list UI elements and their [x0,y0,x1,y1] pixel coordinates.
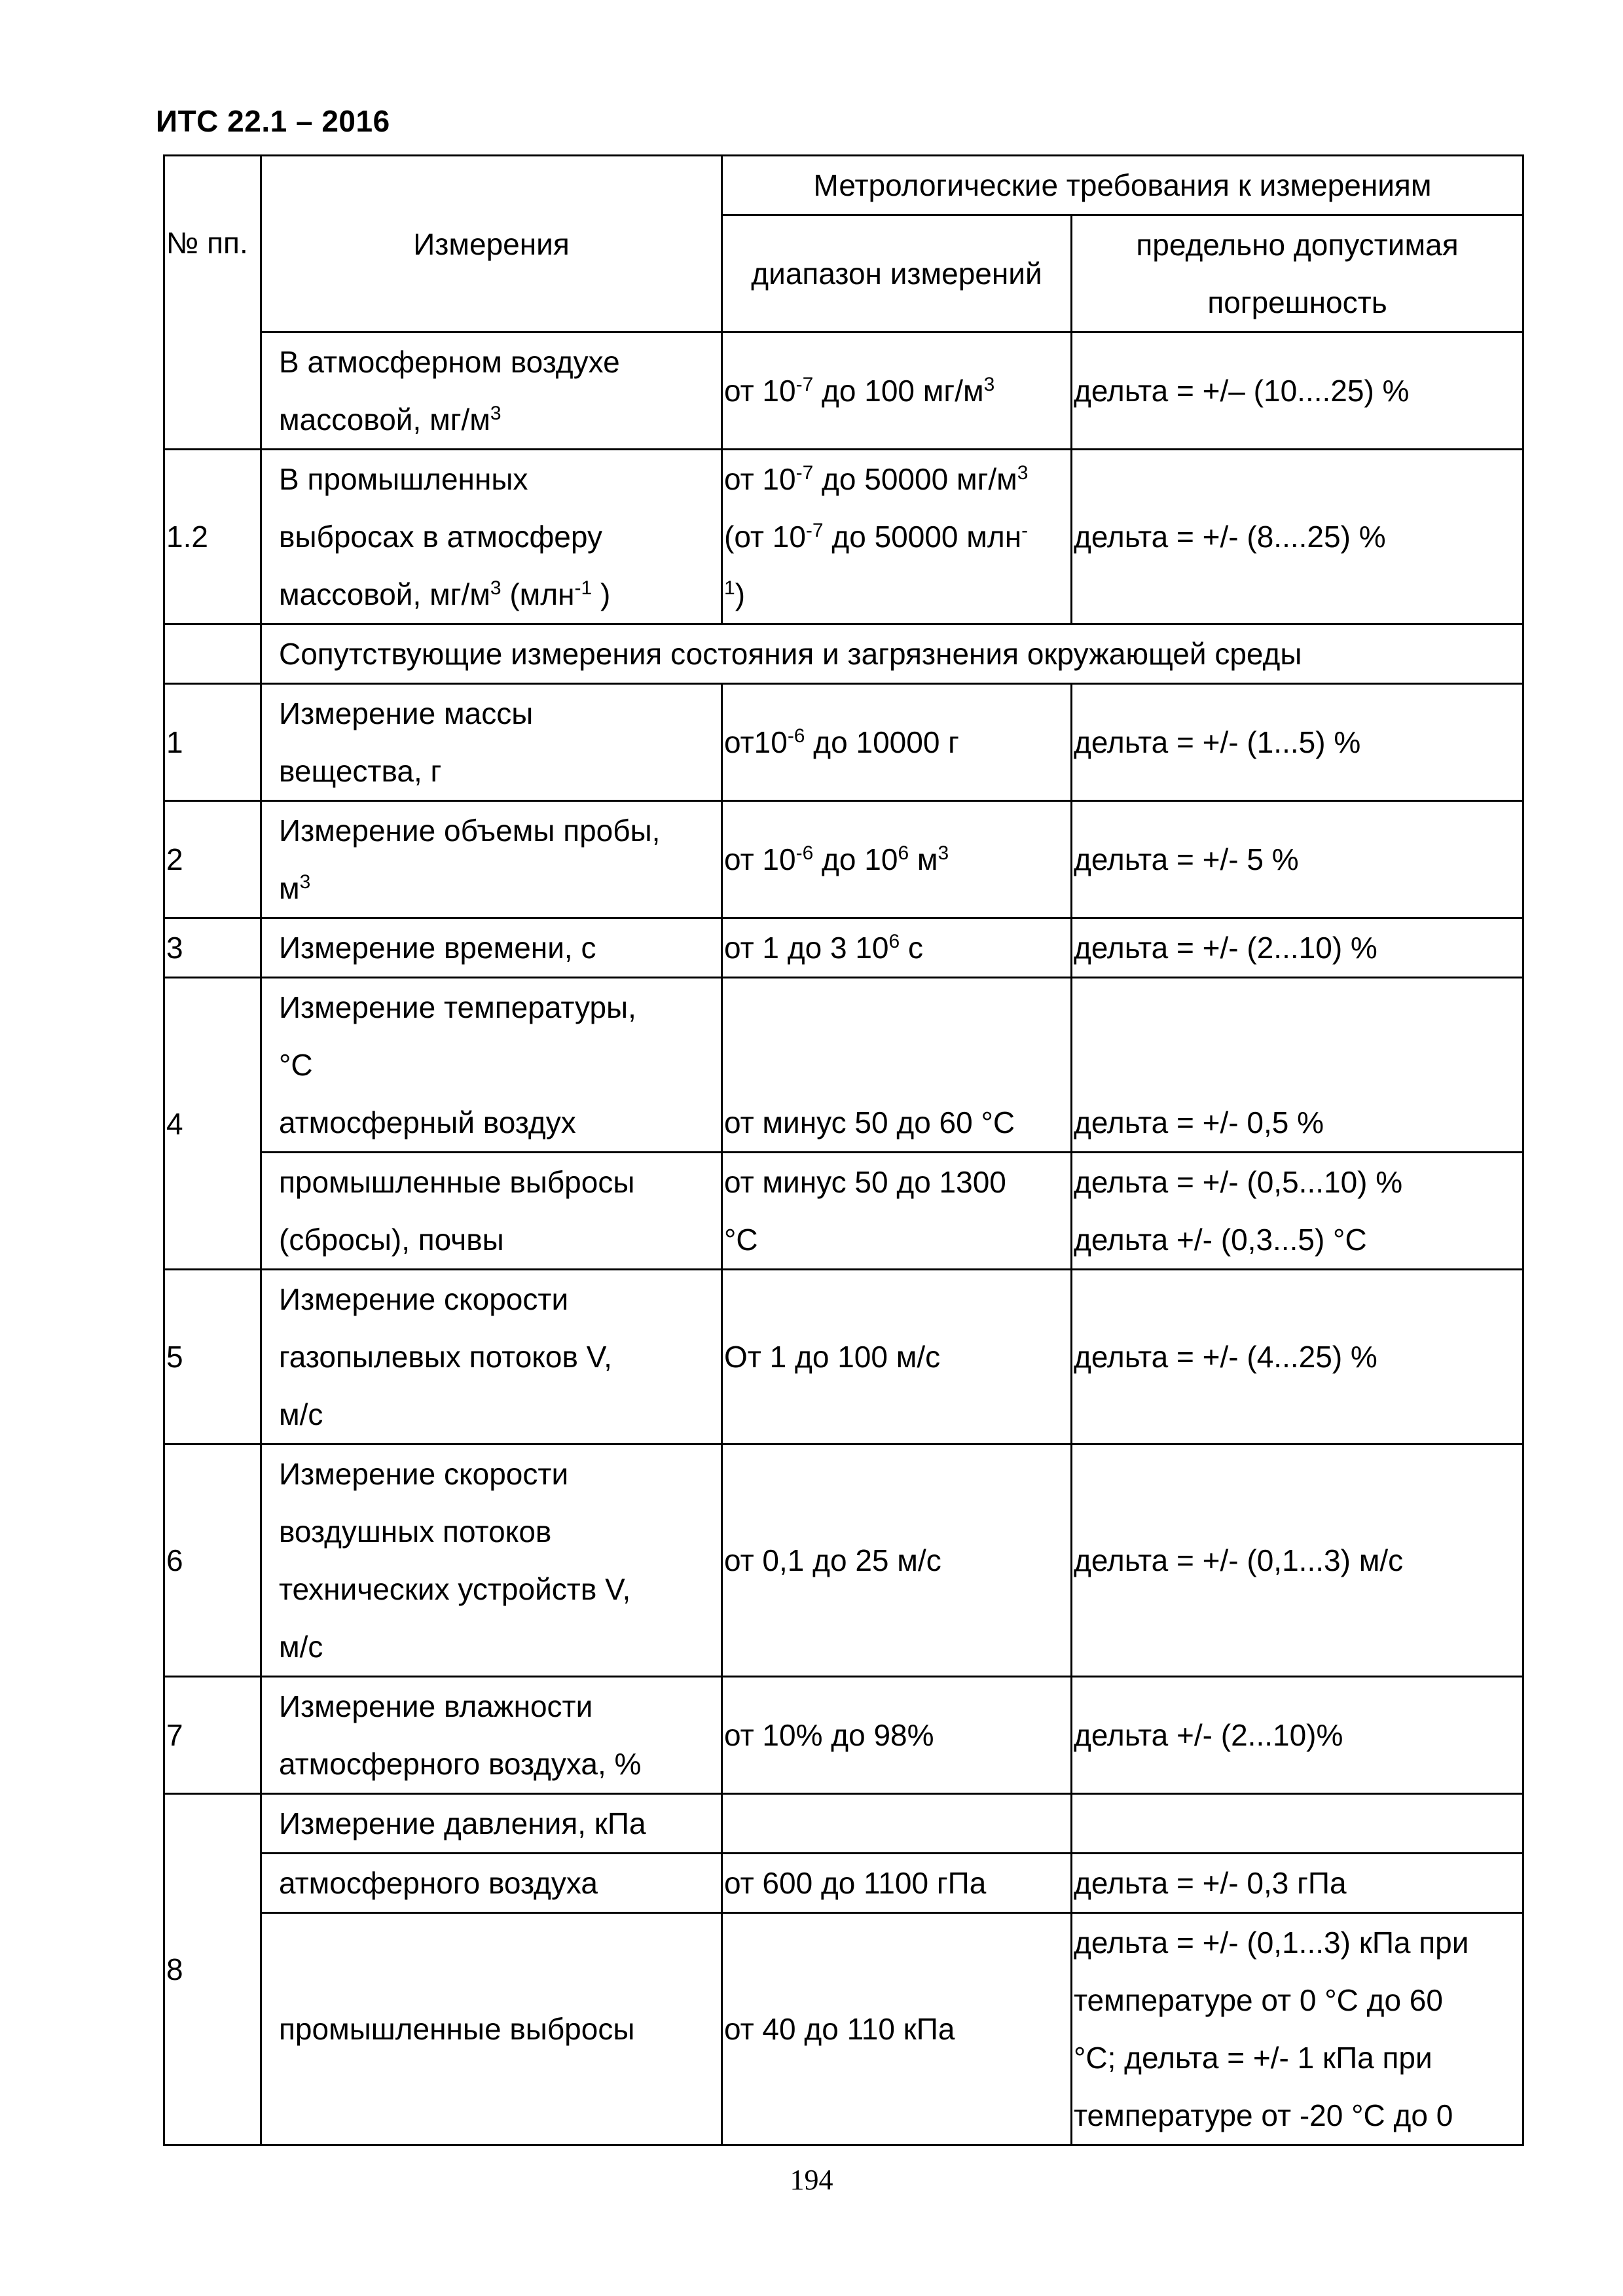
superscript: - [1021,520,1029,541]
measure-text: Измерение температуры, [279,990,636,1024]
error-cell [1072,684,1523,801]
range-cell [722,1854,1072,1913]
error-cell [1072,1794,1523,1854]
range-text: от 600 до 1100 гПа [724,1866,987,1900]
measure-text: м/с [279,1397,323,1431]
header-range-cell [722,215,1072,332]
measure-text: промышленные выбросы [279,1165,635,1199]
row-number: 3 [166,931,183,965]
row-number: 5 [166,1340,183,1374]
range-text: от 40 до 110 кПа [724,2012,955,2046]
error-text: °С; дельта = +/- 1 кПа при [1074,2041,1432,2075]
measure-text: атмосферного воздуха, % [279,1747,642,1781]
range-cell [722,1913,1072,2145]
num-cell [164,978,261,1270]
measure-cell [261,1094,722,1153]
error-text: дельта = +/- 5 % [1074,842,1299,876]
table-row [164,1444,1523,1677]
measure-cell [261,1270,722,1444]
table-row [164,1854,1523,1913]
error-text: дельта +/- (2...10)% [1074,1718,1343,1752]
measure-text: (сбросы), почвы [279,1223,504,1257]
table-row [164,1794,1523,1854]
error-text: температуре от -20 °С до 0 [1074,2098,1453,2132]
measure-text: Измерение объемы пробы, [279,814,661,848]
error-cell [1072,450,1523,624]
measure-text: м/с [279,1630,323,1664]
header-group-cell [722,156,1523,215]
measure-text: В промышленных [279,462,528,496]
range-cell [722,450,1072,624]
section-title: Сопутствующие измерения состояния и загрязнения окружающей среды [279,637,1302,671]
range-text: от 10 [724,374,796,408]
error-text: дельта = +/- (8....25) % [1074,520,1386,554]
range-cell [722,918,1072,978]
table-row [164,1094,1523,1153]
range-text: от 10 [724,842,796,876]
measure-text: Измерение массы [279,696,534,730]
row-number: 1.2 [166,520,208,554]
range-text: до 10 [813,842,898,876]
measure-text: газопылевых потоков V, [279,1340,612,1374]
measure-text-part: (млн [501,577,575,611]
error-text: температуре от 0 °С до 60 [1074,1983,1443,2017]
range-text-part: до 50000 млн [823,520,1022,554]
measure-text: атмосферного воздуха [279,1866,598,1900]
num-cell [164,1677,261,1794]
table-row [164,684,1523,801]
row-number: 2 [166,842,183,876]
superscript: -6 [787,725,805,747]
error-text: дельта = +/- (0,1...3) м/с [1074,1543,1404,1577]
range-cell [722,1270,1072,1444]
header-group: Метрологические требования к измерениям [813,168,1432,202]
measure-text [279,565,717,623]
range-text: °С [724,1223,758,1257]
range-cell [722,1153,1072,1270]
row-number: 8 [166,1952,183,1986]
table-row [164,918,1523,978]
num-cell [164,801,261,918]
range-text: м [909,842,938,876]
superscript: 3 [299,871,311,893]
table-header-row [164,156,1523,215]
range-cell [722,684,1072,801]
num-cell [164,1444,261,1677]
header-measure: Измерения [413,226,570,261]
error-text: дельта = +/- (2...10) % [1074,931,1377,965]
error-cell [1072,332,1523,450]
measure-text-part: массовой, мг/м [279,577,490,611]
table-row [164,1270,1523,1444]
table-row [164,450,1523,624]
num-cell [164,1270,261,1444]
range-text-part: (от 10 [724,520,806,554]
superscript: 3 [1017,462,1029,484]
measure-text: атмосферный воздух [279,1105,576,1139]
range-cell [722,1444,1072,1677]
row-number: 4 [166,1106,183,1141]
header-error-cell [1072,215,1523,274]
measure-text: В атмосферном воздухе [279,345,620,379]
measure-text: технических устройств V, [279,1572,631,1606]
range-text-part: ) [735,577,746,611]
superscript: 1 [724,577,735,599]
error-text: дельта = +/- (0,5...10) % [1074,1165,1403,1199]
measure-cell [261,332,722,450]
measure-cell [261,1444,722,1677]
range-cell [722,978,1072,1094]
measure-cell [261,1913,722,2145]
measure-text: Измерение давления, кПа [279,1806,646,1840]
error-cell [1072,978,1523,1094]
measure-cell [261,1854,722,1913]
error-cell [1072,1854,1523,1913]
superscript: 3 [490,403,501,424]
error-text: дельта = +/- (4...25) % [1074,1340,1377,1374]
superscript: -7 [795,462,814,484]
superscript: -7 [795,374,814,395]
error-text: дельта = +/– (10....25) % [1074,374,1410,408]
range-text: от минус 50 до 1300 [724,1165,1006,1199]
range-text: до 10000 г [805,725,959,759]
error-text: дельта = +/- 0,5 % [1074,1105,1324,1139]
header-num: № пп. [166,226,248,260]
header-num-cell [164,156,261,450]
error-text: дельта = +/- (1...5) % [1074,725,1361,759]
superscript: 3 [938,842,949,864]
superscript: -6 [795,842,814,864]
table-row [164,801,1523,918]
error-cell [1072,1913,1523,2145]
measurements-table [163,154,1524,2146]
range-text: от 10% до 98% [724,1718,934,1752]
range-text: от 0,1 до 25 м/с [724,1543,941,1577]
num-cell [164,450,261,624]
header-error-cell-2 [1072,274,1523,332]
error-text: дельта = +/- 0,3 гПа [1074,1866,1347,1900]
range-text-part: до 50000 мг/м [813,462,1017,496]
num-cell [164,918,261,978]
measure-cell [261,801,722,918]
superscript: 3 [490,577,501,599]
measure-text-part: м [279,871,300,905]
range-text: от10 [724,725,788,759]
range-text: от 1 до 3 10 [724,931,889,965]
superscript: -1 [574,577,593,599]
error-cell [1072,1677,1523,1794]
range-text [724,565,1069,623]
measure-cell [261,918,722,978]
superscript: 6 [888,931,900,952]
section-row [164,624,1523,684]
header-error-line1: предельно допустимая [1136,228,1459,262]
table-row [164,332,1523,450]
measure-text [279,391,717,448]
measure-cell [261,1677,722,1794]
header-range: диапазон измерений [751,257,1042,291]
error-text: дельта = +/- (0,1...3) кПа при [1074,1926,1469,1960]
measure-text: Измерение скорости [279,1457,569,1491]
measure-text: выбросах в атмосферу [279,520,602,554]
table-row [164,1677,1523,1794]
measure-text: Измерение времени, с [279,931,596,965]
measure-text [279,859,717,917]
measure-text: воздушных потоков [279,1515,552,1549]
range-text: до 100 мг/м [813,374,984,408]
measure-text-part: массовой, мг/м [279,403,490,437]
range-cell [722,332,1072,450]
measure-cell [261,684,722,801]
row-number: 1 [166,725,183,759]
range-text [724,450,1069,508]
header-measure-cell [261,156,722,332]
measure-text: вещества, г [279,754,442,788]
section-title-cell [261,624,1523,684]
range-cell [722,801,1072,918]
table-row [164,978,1523,1094]
error-cell [1072,801,1523,918]
measure-text: Измерение скорости [279,1282,569,1316]
page-number: 194 [790,2164,833,2196]
range-text-part: от 10 [724,462,796,496]
error-cell [1072,1444,1523,1677]
row-number: 6 [166,1543,183,1577]
range-cell [722,1794,1072,1854]
error-cell [1072,1270,1523,1444]
table-row [164,1913,1523,2145]
range-text [724,508,1069,565]
num-cell [164,684,261,801]
error-text: дельта +/- (0,3...5) °С [1074,1223,1367,1257]
measure-cell [261,978,722,1094]
range-cell [722,1677,1072,1794]
error-cell [1072,1094,1523,1153]
range-text: от минус 50 до 60 °С [724,1105,1015,1139]
measure-cell [261,450,722,624]
superscript: -7 [805,520,824,541]
range-text: с [900,931,923,965]
header-error-line2: погрешность [1207,285,1387,319]
table-row [164,1153,1523,1270]
num-cell [164,624,261,684]
range-cell [722,1094,1072,1153]
num-cell [164,1794,261,2145]
measure-text-part: ) [592,577,611,611]
measure-text: Измерение влажности [279,1689,593,1723]
measure-cell [261,1794,722,1854]
measure-text: промышленные выбросы [279,2012,635,2046]
error-cell [1072,1153,1523,1270]
superscript: 6 [898,842,909,864]
superscript: 3 [983,374,995,395]
measure-text: °С [279,1048,313,1082]
error-cell [1072,918,1523,978]
range-text: От 1 до 100 м/с [724,1340,941,1374]
document-code: ИТС 22.1 – 2016 [156,104,390,138]
row-number: 7 [166,1718,183,1752]
measure-cell [261,1153,722,1270]
